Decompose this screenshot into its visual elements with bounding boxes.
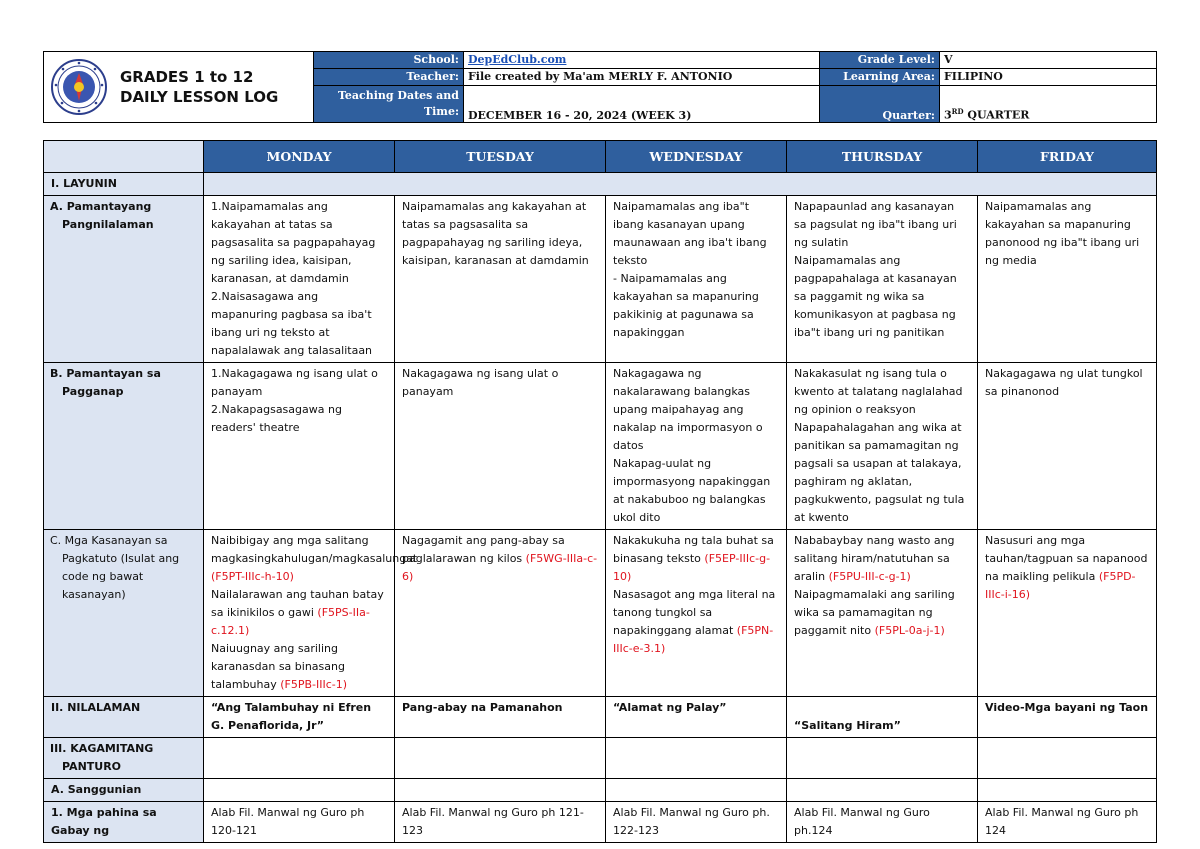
pamantayang-thursday <box>787 196 978 363</box>
pamantayang-thursday-2: Naipamamalas ang pagpapahalaga at kasanayan sa paggamit ng wika sa komunikasyon at pagbasa ng iba"t ibang uri ng panitikan <box>794 254 957 339</box>
kasanayan-thursday-2 <box>794 586 970 640</box>
pamantayang-tuesday <box>395 196 606 363</box>
layunin-span <box>204 173 1157 196</box>
pagganap-monday-2: 2.Nakapagsasagawa ng readers' theatre <box>211 403 342 434</box>
kasanayan-wednesday-2-code: (F5PN-IIIc-e-3.1) <box>613 624 774 655</box>
teaching-dates-label-line-1: Teaching Dates and <box>337 88 459 102</box>
kagamitang-thursday <box>787 738 978 779</box>
nilalaman-monday: “Ang Talambuhay ni Efren G. Penaflorida, Jr” <box>204 697 395 738</box>
pagganap-row <box>44 363 1157 530</box>
grade-level-label: Grade Level: <box>820 52 940 69</box>
quarter-number: 3 <box>944 109 952 122</box>
kasanayan-thursday <box>787 530 978 697</box>
kasanayan-thursday-2-code: (F5PL-0a-j-1) <box>874 624 945 637</box>
teaching-dates-label-line-2: Time: <box>423 104 459 118</box>
nilalaman-label: II. NILALAMAN <box>44 697 204 738</box>
pagganap-thursday <box>787 363 978 530</box>
gabay-friday: Alab Fil. Manwal ng Guro ph 124 <box>978 802 1157 843</box>
pamantayang-wednesday-2: - Naipamamalas ang kakayahan sa mapanuring pakikinig at pagunawa sa napakinggan <box>613 272 759 339</box>
kasanayan-wednesday-2-text: Nasasagot ang mga literal na tanong tungkol sa napakinggang alamat <box>613 588 776 637</box>
kasanayan-monday-2-code: (F5PS-IIa-c.12.1) <box>211 606 370 637</box>
kasanayan-wednesday <box>606 530 787 697</box>
kasanayan-tuesday-1 <box>402 532 598 586</box>
pamantayang-monday <box>204 196 395 363</box>
kasanayan-tuesday <box>395 530 606 697</box>
gabay-label: 1. Mga pahina sa Gabay ng <box>44 802 204 843</box>
pagganap-monday <box>204 363 395 530</box>
gabay-thursday: Alab Fil. Manwal ng Guro ph.124 <box>787 802 978 843</box>
kagamitang-wednesday <box>606 738 787 779</box>
deped-seal-icon <box>50 58 108 116</box>
pamantayang-wednesday-1: Naipamamalas ang iba"t ibang kasanayan upang maunawaan ang iba't ibang teksto <box>613 200 767 267</box>
gabay-row <box>44 802 1157 843</box>
pagganap-wednesday <box>606 363 787 530</box>
kasanayan-wednesday-1-text: Nakakukuha ng tala buhat sa binasang teksto <box>613 534 774 565</box>
header-title-cell <box>44 52 314 123</box>
kasanayan-monday-1 <box>211 532 418 586</box>
lesson-log-table <box>43 140 1157 843</box>
school-link[interactable]: DepEdClub.com <box>468 53 567 67</box>
kasanayan-friday-1-text: Nasusuri ang mga tauhan/tagpuan sa napanood na maikling pelikula <box>985 534 1148 583</box>
learning-area-value: FILIPINO <box>940 68 1157 85</box>
quarter-label: Quarter: <box>820 85 940 122</box>
day-header-wednesday: WEDNESDAY <box>606 141 787 173</box>
pagganap-friday <box>978 363 1157 530</box>
kasanayan-wednesday-1 <box>613 532 779 586</box>
gabay-tuesday: Alab Fil. Manwal ng Guro ph 121-123 <box>395 802 606 843</box>
nilalaman-row <box>44 697 1157 738</box>
kasanayan-tuesday-1-code: (F5WG-IIIa-c-6) <box>402 552 598 583</box>
day-header-blank <box>44 141 204 173</box>
kasanayan-monday-3-code: (F5PB-IIIc-1) <box>280 678 348 691</box>
day-header-thursday: THURSDAY <box>787 141 978 173</box>
kasanayan-thursday-1 <box>794 532 970 586</box>
pagganap-tuesday <box>395 363 606 530</box>
teaching-dates-label <box>314 85 464 122</box>
kagamitang-row <box>44 738 1157 779</box>
kasanayan-friday <box>978 530 1157 697</box>
kagamitang-monday <box>204 738 395 779</box>
sanggunian-friday <box>978 779 1157 802</box>
kasanayan-monday-1-text: Naibibigay ang mga salitang magkasingkahulugan/magkasalungat <box>211 534 418 565</box>
quarter-text: QUARTER <box>963 109 1030 122</box>
kasanayan-monday-3 <box>211 640 387 694</box>
sanggunian-row <box>44 779 1157 802</box>
sanggunian-thursday <box>787 779 978 802</box>
kasanayan-wednesday-2 <box>613 586 779 658</box>
kasanayan-monday-2 <box>211 586 387 640</box>
learning-area-label: Learning Area: <box>820 68 940 85</box>
kasanayan-thursday-1-text: Nababaybay nang wasto ang salitang hiram/natutuhan sa aralin <box>794 534 955 583</box>
teacher-label: Teacher: <box>314 68 464 85</box>
gabay-monday: Alab Fil. Manwal ng Guro ph 120-121 <box>204 802 395 843</box>
kagamitang-label: III. KAGAMITANG PANTURO <box>44 738 204 779</box>
title-line-1: GRADES 1 to 12 <box>120 68 254 86</box>
teacher-value: File created by Ma'am MERLY F. ANTONIO <box>464 68 820 85</box>
grade-level-value: V <box>940 52 1157 69</box>
pamantayang-monday-2: 2.Naisasagawa ang mapanuring pagbasa sa iba't ibang uri ng teksto at napalalawak ang talasalitaan <box>211 290 373 357</box>
kasanayan-label: C. Mga Kasanayan sa Pagkatuto (Isulat ang code ng bawat kasanayan) <box>44 530 204 697</box>
pamantayang-wednesday <box>606 196 787 363</box>
pagganap-thursday-2: Napapahalagahan ang wika at panitikan sa pamamagitan ng pagsali sa usapan at talakaya, paghiram ng aklatan, pagkukwento, pagsulat ng tula at kwento <box>794 421 965 524</box>
layunin-label: I. LAYUNIN <box>44 173 204 196</box>
nilalaman-wednesday: “Alamat ng Palay” <box>606 697 787 738</box>
kasanayan-monday-3-text: Naiuugnay ang sariling karanasdan sa binasang talambuhay <box>211 642 345 691</box>
pamantayang-thursday-1: Napapaunlad ang kasanayan sa pagsulat ng iba"t ibang uri ng sulatin <box>794 200 957 249</box>
nilalaman-tuesday: Pang-abay na Pamanahon <box>395 697 606 738</box>
kasanayan-row <box>44 530 1157 697</box>
pagganap-friday-1: Nakagagawa ng ulat tungkol sa pinanonod <box>985 367 1143 398</box>
sanggunian-tuesday <box>395 779 606 802</box>
pamantayang-label: A. Pamantayang Pangnilalaman <box>44 196 204 363</box>
kasanayan-monday <box>204 530 418 697</box>
sanggunian-wednesday <box>606 779 787 802</box>
kasanayan-friday-1 <box>985 532 1149 604</box>
day-header-row <box>44 141 1157 173</box>
quarter-value <box>940 85 1157 122</box>
nilalaman-thursday: “Salitang Hiram” <box>787 697 978 738</box>
pagganap-label: B. Pamantayan sa Pagganap <box>44 363 204 530</box>
nilalaman-friday: Video-Mga bayani ng Taon <box>978 697 1157 738</box>
kasanayan-friday-1-code: (F5PD-IIIc-i-16) <box>985 570 1136 601</box>
teaching-dates-value: DECEMBER 16 - 20, 2024 (WEEK 3) <box>464 85 820 122</box>
pagganap-tuesday-1: Nakagagawa ng isang ulat o panayam <box>402 367 559 398</box>
pamantayang-friday-1: Naipamamalas ang kakayahan sa mapanuring panonood ng iba"t ibang uri ng media <box>985 200 1140 267</box>
day-header-tuesday: TUESDAY <box>395 141 606 173</box>
kasanayan-thursday-2-text: Naipagmamalaki ang sariling wika sa pamamagitan ng paggamit nito <box>794 588 955 637</box>
school-value[interactable] <box>464 52 820 69</box>
gabay-wednesday: Alab Fil. Manwal ng Guro ph. 122-123 <box>606 802 787 843</box>
sanggunian-monday <box>204 779 395 802</box>
kasanayan-wednesday-1-code: (F5EP-IIIc-g-10) <box>613 552 771 583</box>
pamantayang-monday-1: 1.Naipamamalas ang kakayahan at tatas sa pagsasalita sa pagpapahayag ng sariling idea, kaisipan, karanasan, at damdamin <box>211 200 376 285</box>
pagganap-monday-1: 1.Nakagagawa ng isang ulat o panayam <box>211 367 378 398</box>
kasanayan-monday-2-text: Nailalarawan ang tauhan batay sa ikinikilos o gawi <box>211 588 384 619</box>
pamantayang-tuesday-1: Naipamamalas ang kakayahan at tatas sa pagsasalita sa pagpapahayag ng sariling ideya, kaisipan, karanasan at damdamin <box>402 200 589 267</box>
pagganap-wednesday-2: Nakapag-uulat ng impormasyong napakinggan at nakabuboo ng balangkas ukol dito <box>613 457 771 524</box>
kasanayan-tuesday-1-text: Nagagamit ang pang-abay sa paglalarawan ng kilos <box>402 534 565 565</box>
kagamitang-tuesday <box>395 738 606 779</box>
school-label: School: <box>314 52 464 69</box>
kagamitang-friday <box>978 738 1157 779</box>
pagganap-wednesday-1: Nakagagawa ng nakalarawang balangkas upang maipahayag ang nakalap na impormasyon o datos <box>613 367 763 452</box>
pamantayang-row <box>44 196 1157 363</box>
day-header-monday: MONDAY <box>204 141 395 173</box>
kasanayan-monday-1-code: (F5PT-IIIc-h-10) <box>211 570 294 583</box>
pamantayang-friday <box>978 196 1157 363</box>
day-header-friday: FRIDAY <box>978 141 1157 173</box>
title-line-2: DAILY LESSON LOG <box>120 88 279 106</box>
header-table <box>43 51 1157 123</box>
sanggunian-label: A. Sanggunian <box>44 779 204 802</box>
layunin-row <box>44 173 1157 196</box>
quarter-suffix: RD <box>951 107 964 117</box>
kasanayan-thursday-1-code: (F5PU-III-c-g-1) <box>828 570 911 583</box>
pagganap-thursday-1: Nakakasulat ng isang tula o kwento at talatang naglalahad ng opinion o reaksyon <box>794 367 963 416</box>
